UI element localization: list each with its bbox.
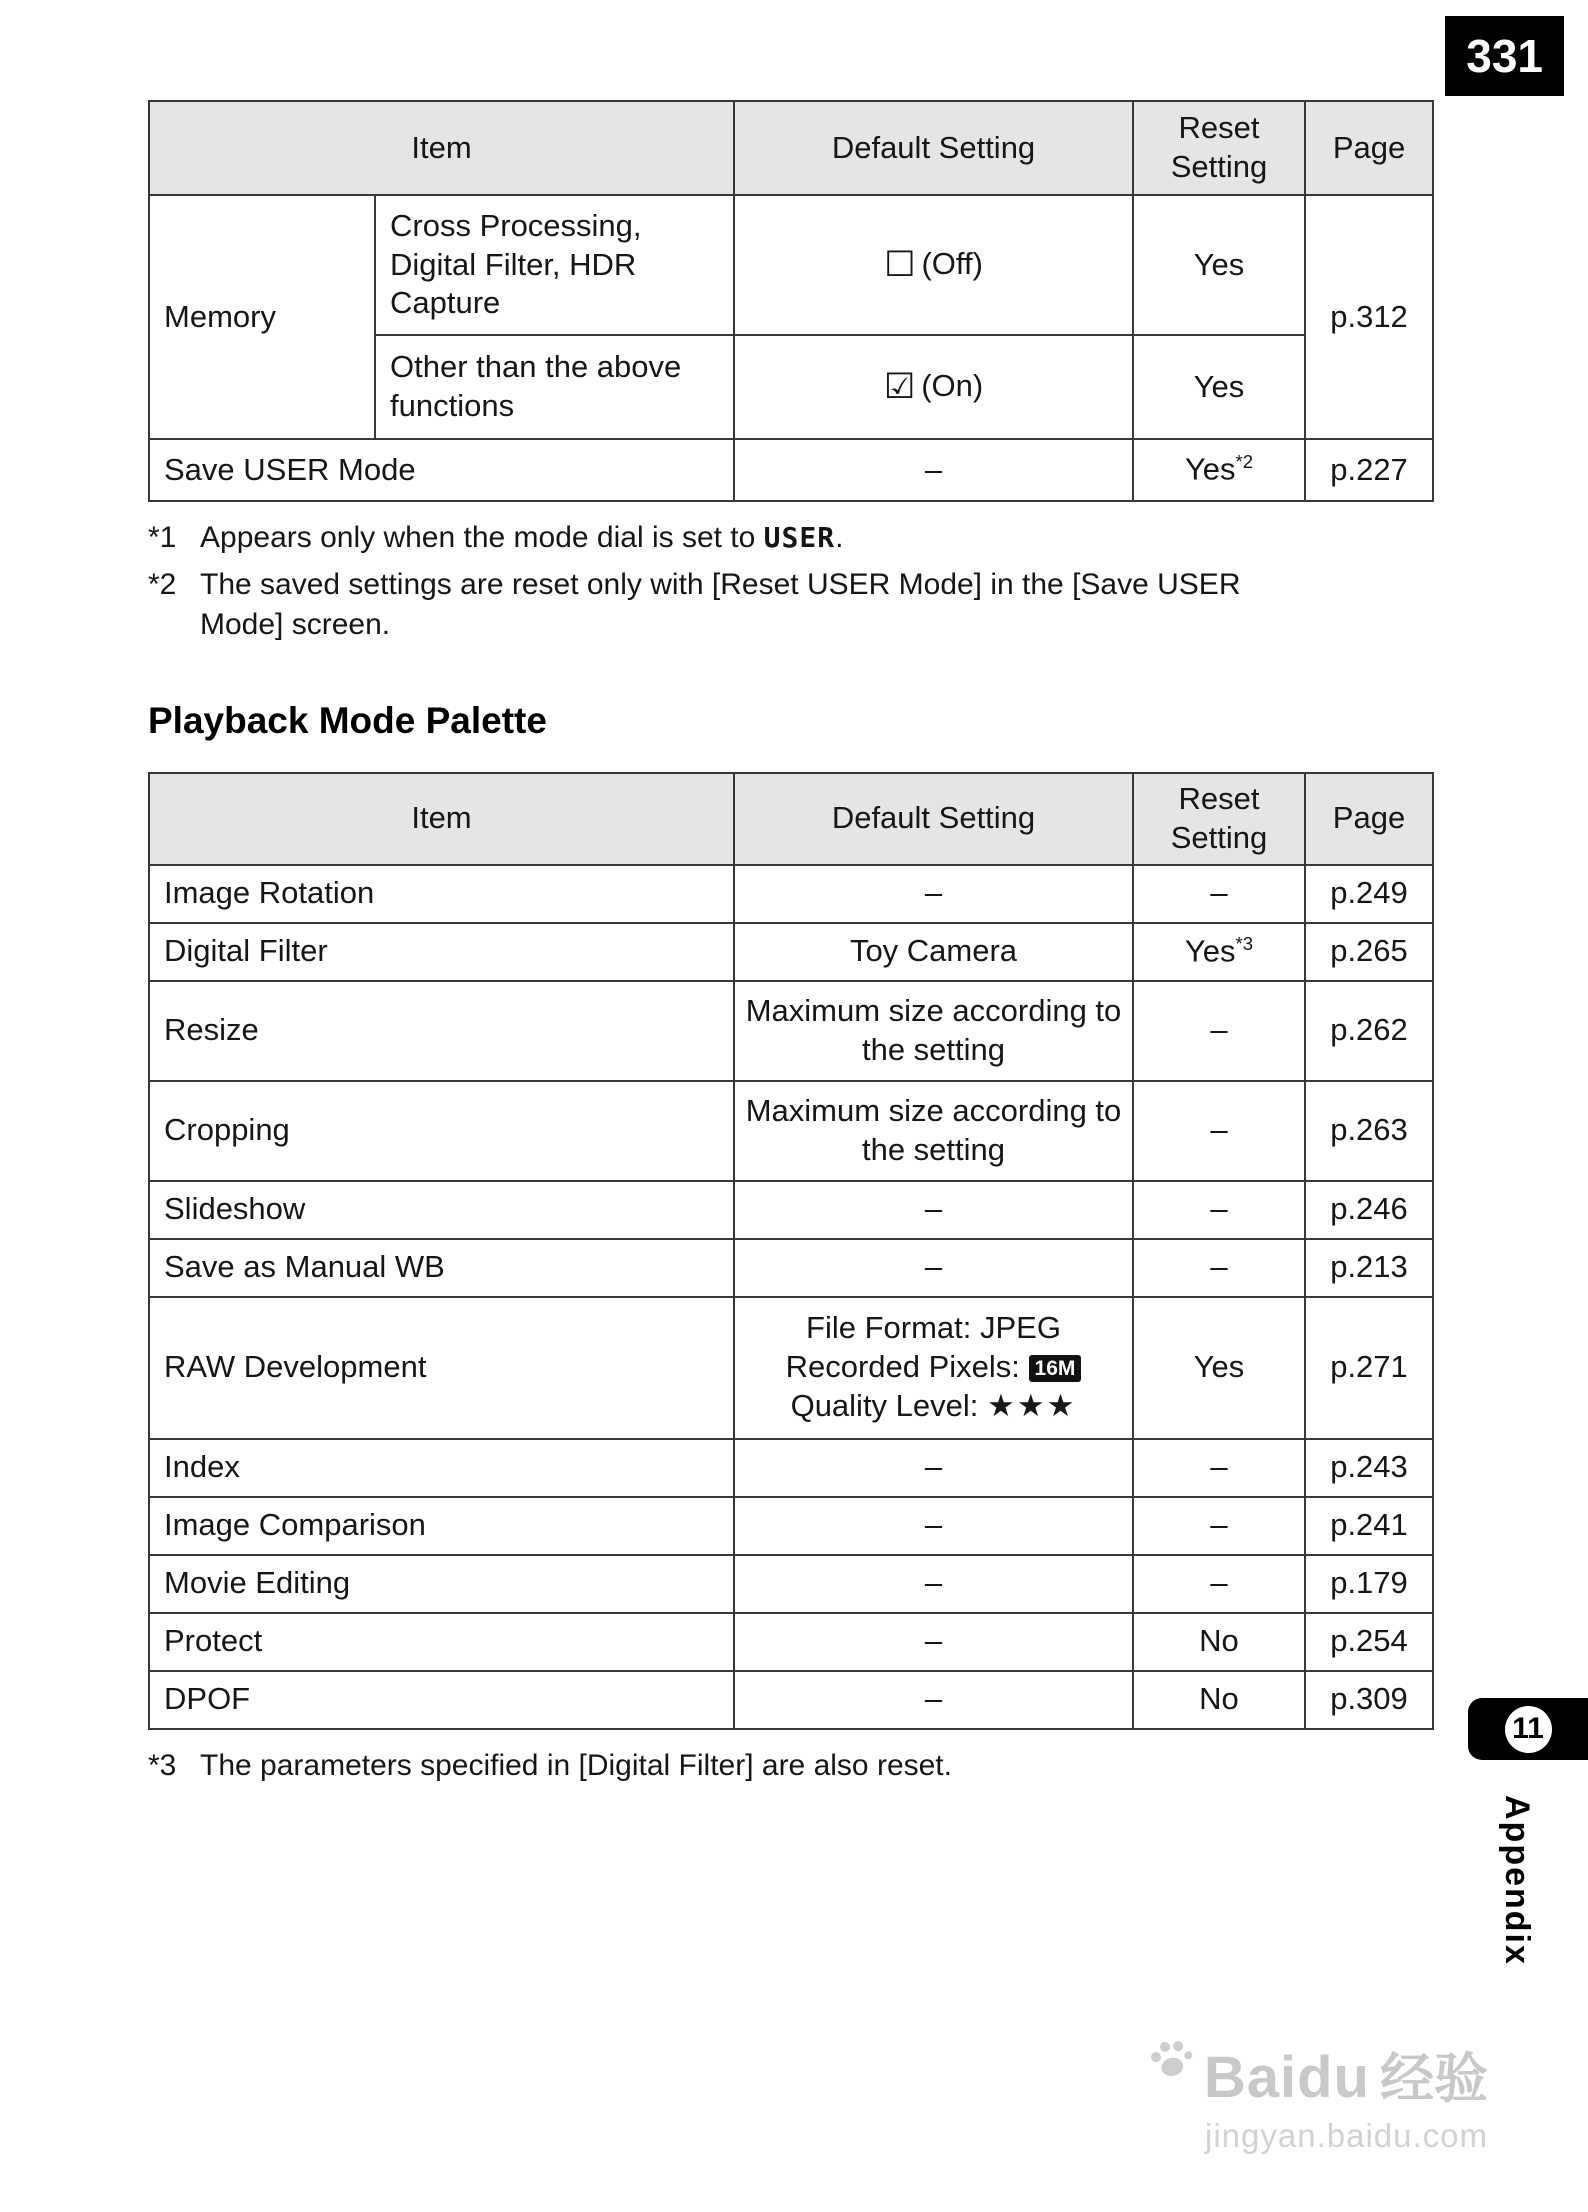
default-cell [734,1297,1133,1439]
item-cell: Protect [149,1613,734,1671]
playback-mode-palette-table [148,772,1434,1730]
default-cell: – [734,865,1133,923]
default-cell: – [734,1497,1133,1555]
page-cell: p.241 [1305,1497,1433,1555]
raw-recorded-pixels [739,1348,1128,1387]
reset-cell: Yes [1133,1297,1305,1439]
footnote-marker: *2 [148,567,177,601]
col-header-default-setting: Default Setting [734,773,1133,865]
table-row [149,1613,1433,1671]
user-mode-code: USER [763,521,836,554]
reset-cell: No [1133,1613,1305,1671]
reset-cell: – [1133,1239,1305,1297]
reset-cell [1133,439,1305,501]
footnote-2 [148,565,1328,646]
default-cell: – [734,1439,1133,1497]
table-row [149,1181,1433,1239]
page-cell: p.227 [1305,439,1433,501]
footnote-text: The saved settings are reset only with [Reset USER Mode] in the [Save USER Mode] screen. [200,567,1241,641]
reset-cell: – [1133,1181,1305,1239]
page-cell: p.312 [1305,195,1433,439]
chapter-tab [1468,1698,1588,1760]
page-cell: p.249 [1305,865,1433,923]
page-content [148,100,1432,1792]
memory-settings-table [148,100,1434,502]
page-cell: p.179 [1305,1555,1433,1613]
page-cell: p.213 [1305,1239,1433,1297]
table-row [149,1555,1433,1613]
table-row [149,1081,1433,1181]
default-cell: – [734,1613,1133,1671]
page-cell: p.262 [1305,981,1433,1081]
reset-cell: – [1133,1555,1305,1613]
col-header-reset-setting: Reset Setting [1133,101,1305,195]
default-cell: – [734,1181,1133,1239]
checkbox-on-icon: ☑ [883,367,916,407]
table-row [149,865,1433,923]
table-row [149,439,1433,501]
footnotes [148,518,1328,646]
page-cell: p.254 [1305,1613,1433,1671]
reset-cell: – [1133,981,1305,1081]
default-cell: Maximum size according to the setting [734,1081,1133,1181]
memory-group-label: Memory [149,195,375,439]
reset-cell: – [1133,1081,1305,1181]
reset-cell: No [1133,1671,1305,1729]
watermark-brand: Baidu [1203,2045,1370,2110]
page-cell: p.243 [1305,1439,1433,1497]
raw-file-format: File Format: JPEG [806,1310,1061,1346]
item-cell: Other than the above functions [375,335,734,439]
footnote-text-after: . [835,521,844,554]
default-state: (On) [921,368,984,404]
chapter-label: Appendix [1498,1795,1536,1966]
recorded-pixels-icon: 16M [1029,1355,1082,1382]
reset-cell: – [1133,1439,1305,1497]
table-row [149,981,1433,1081]
default-cell [734,195,1133,335]
footnote-marker: *3 [148,1748,177,1782]
reset-cell: – [1133,865,1305,923]
page-cell: p.246 [1305,1181,1433,1239]
footnote-text: The parameters specified in [Digital Filter] are also reset. [200,1748,952,1782]
table-row [149,1439,1433,1497]
reset-cell [1133,923,1305,981]
default-cell: Toy Camera [734,923,1133,981]
quality-level-label: Quality Level: [790,1387,979,1423]
watermark-url: jingyan.baidu.com [1205,2117,1488,2154]
footnote-3 [148,1746,1328,1787]
footnote-text [200,518,1328,559]
table-row [149,1671,1433,1729]
item-cell: Index [149,1439,734,1497]
page-cell: p.263 [1305,1081,1433,1181]
default-cell: – [734,1239,1133,1297]
footnote-marker: *1 [148,521,177,554]
table-header-row [149,101,1433,195]
item-cell: Cross Processing, Digital Filter, HDR Capture [375,195,734,335]
page-cell: p.309 [1305,1671,1433,1729]
table-row [149,195,1433,335]
reset-value: Yes [1184,933,1236,969]
paw-icon [1143,2033,1198,2089]
reset-cell: – [1133,1497,1305,1555]
table-header-row [149,773,1433,865]
reset-cell: Yes [1133,195,1305,335]
page-number: 331 [1445,16,1564,96]
col-header-page: Page [1305,773,1433,865]
default-cell: – [734,439,1133,501]
item-cell: Slideshow [149,1181,734,1239]
item-cell: Cropping [149,1081,734,1181]
default-cell [734,335,1133,439]
item-cell: RAW Development [149,1297,734,1439]
reset-cell: Yes [1133,335,1305,439]
footnote-1 [148,518,1328,559]
default-cell: Maximum size according to the setting [734,981,1133,1081]
item-cell: Save USER Mode [149,439,734,501]
item-cell: Image Rotation [149,865,734,923]
item-cell: Movie Editing [149,1555,734,1613]
watermark-title [1148,2036,1488,2113]
footnotes-bottom [148,1746,1328,1787]
item-cell: Save as Manual WB [149,1239,734,1297]
col-header-item: Item [149,773,734,865]
col-header-reset-setting: Reset Setting [1133,773,1305,865]
page-cell: p.265 [1305,923,1433,981]
watermark-brand-cjk: 经验 [1380,2049,1488,2109]
recorded-pixels-label: Recorded Pixels: [785,1349,1020,1385]
reset-value: Yes [1184,451,1236,487]
checkbox-off-icon: ☐ [884,245,916,285]
table-row [149,1497,1433,1555]
table-row [149,923,1433,981]
table-row [149,1297,1433,1439]
default-cell: – [734,1555,1133,1613]
col-header-page: Page [1305,101,1433,195]
item-cell: Image Comparison [149,1497,734,1555]
item-cell: Digital Filter [149,923,734,981]
watermark [1148,2036,1488,2155]
col-header-default-setting: Default Setting [734,101,1133,195]
footnote-text-before: Appears only when the mode dial is set to [200,521,764,554]
raw-quality-level [739,1387,1128,1426]
item-cell: DPOF [149,1671,734,1729]
default-cell: – [734,1671,1133,1729]
footnote-ref: *2 [1235,451,1254,473]
default-state: (Off) [921,246,983,282]
footnote-ref: *3 [1235,932,1254,954]
page-cell: p.271 [1305,1297,1433,1439]
section-title: Playback Mode Palette [148,699,547,741]
col-header-item: Item [149,101,734,195]
item-cell: Resize [149,981,734,1081]
table-row [149,1239,1433,1297]
star-rating: ★★★ [987,1387,1077,1423]
chapter-number-badge: 11 [1505,1706,1552,1753]
